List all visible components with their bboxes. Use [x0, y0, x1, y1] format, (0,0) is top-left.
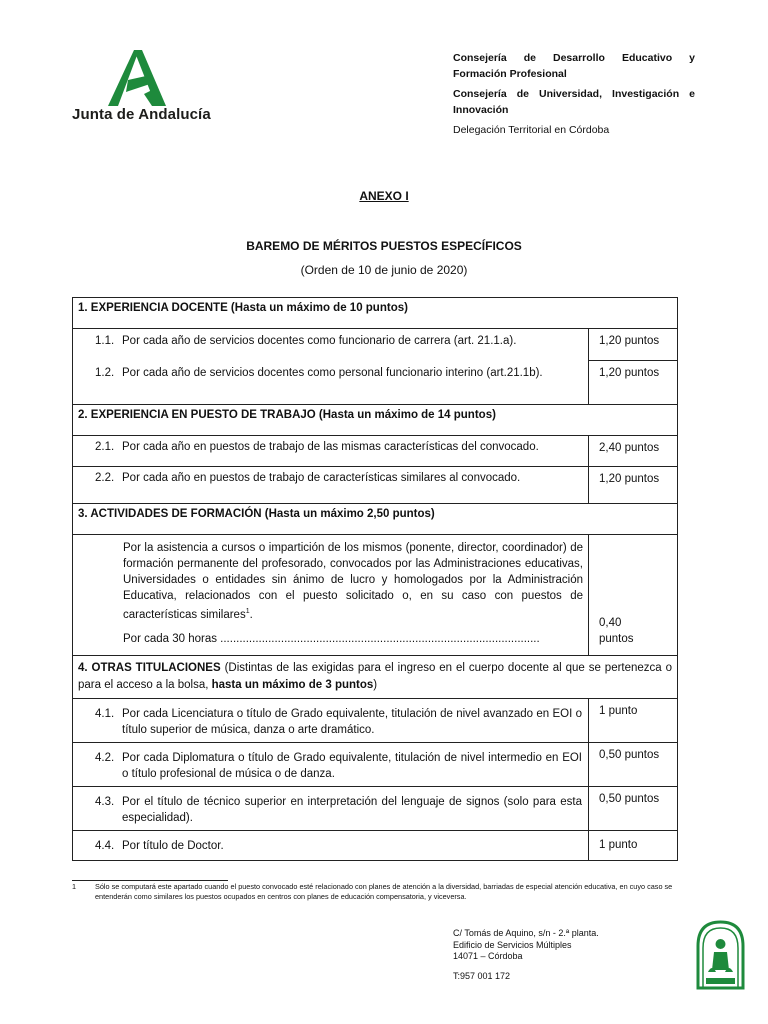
footnote — [72, 882, 696, 902]
item-points: 2,40 puntos — [589, 436, 678, 467]
consejeria-2: Consejería de Universidad, Investigación e Innovación — [453, 88, 695, 116]
junta-a-logo-icon — [106, 50, 166, 106]
table-row — [73, 830, 678, 860]
address-line: C/ Tomás de Aquino, s/n - 2.ª planta. — [453, 928, 599, 938]
header-departments — [453, 50, 695, 142]
training-description: Por la asistencia a cursos o impartición de los mismos (ponente, director, coordinador) de formación permanente del profesorado, convocados por las Administraciones educativas, Universidades o entidades sin ánimo de lucro y homologados por la Administración Educativa, relacionados con el puesto solicitado o, en su caso con puestos de características similares$^1$. — [123, 542, 583, 621]
table-row — [73, 742, 678, 786]
delegacion: Delegación Territorial en Córdoba — [453, 124, 610, 136]
item-number: 4.3. — [95, 795, 115, 808]
section-4-title: 4. OTRAS TITULACIONES (Distintas de las exigidas para el ingreso en el cuerpo docente al que se pertenezca o para el acceso a la bolsa, hasta un máximo de 3 puntos) — [73, 655, 678, 698]
item-number: 1.2. — [95, 367, 115, 379]
item-points: 1,20 puntos — [589, 329, 678, 361]
logo-text: Junta de Andalucía — [72, 106, 211, 123]
section-header — [73, 504, 678, 535]
table-row — [73, 786, 678, 830]
section-header — [73, 298, 678, 329]
table-row — [73, 436, 678, 467]
section-header — [73, 405, 678, 436]
footnote-number: 1 — [72, 882, 77, 891]
item-text: Por el título de técnico superior en interpretación del lenguaje de signos (solo para esta especialidad). — [122, 795, 582, 824]
address-block — [453, 928, 599, 982]
annex-title: ANEXO I — [359, 189, 409, 203]
section-1-title: 1. EXPERIENCIA DOCENTE (Hasta un máximo de 10 puntos) — [73, 298, 678, 329]
footnote-divider — [72, 880, 228, 881]
item-number: 4.1. — [95, 707, 115, 720]
item-points: 0,50 puntos — [589, 742, 678, 786]
item-text: Por cada Licenciatura o título de Grado equivalente, titulación de nivel avanzado en EOI o título superior de música, danza o arte dramático. — [122, 707, 582, 736]
table-row — [73, 329, 678, 361]
section-2-title: 2. EXPERIENCIA EN PUESTO DE TRABAJO (Hasta un máximo de 14 puntos) — [73, 405, 678, 436]
item-number: 4.4. — [95, 839, 115, 852]
andalucia-emblem-icon — [694, 918, 747, 992]
item-number: 1.1. — [95, 335, 115, 347]
table-row — [73, 467, 678, 504]
item-number: 4.2. — [95, 751, 115, 764]
item-text: Por título de Doctor. — [122, 839, 224, 852]
section-header — [73, 655, 678, 698]
document-title: BAREMO DE MÉRITOS PUESTOS ESPECÍFICOS — [246, 239, 522, 253]
item-number: 2.1. — [95, 441, 115, 453]
per-hours-line: Por cada 30 horas .................................................................................................... — [123, 632, 540, 645]
footnote-ref: 1 — [245, 608, 250, 615]
table-row — [73, 535, 678, 656]
junta-logo — [70, 50, 210, 130]
item-points: 0,40 puntos — [589, 535, 678, 656]
consejeria-1: Consejería de Desarrollo Educativo y Formación Profesional — [453, 52, 695, 80]
footnote-text: Sólo se computará este apartado cuando el puesto convocado esté relacionado con planes de atención a la diversidad, barriadas de especial atención educativa, en cuyo caso se entenderán como similares los puestos ocupados en centros con planes de educación compensatoria, y viceversa. — [95, 882, 673, 901]
item-text: Por cada Diplomatura o título de Grado equivalente, titulación de nivel intermedio en EOI o título profesional de música o de danza. — [122, 751, 582, 780]
item-text: Por cada año en puestos de trabajo de las mismas características del convocado. — [122, 441, 539, 453]
item-points: 1 punto — [589, 698, 678, 742]
item-text: Por cada año en puestos de trabajo de características similares al convocado. — [122, 472, 521, 484]
item-text: Por cada año de servicios docentes como funcionario de carrera (art. 21.1.a). — [122, 335, 517, 347]
baremo-table — [72, 297, 678, 861]
item-points: 0,50 puntos — [589, 786, 678, 830]
item-points: 1 punto — [589, 830, 678, 860]
telephone: T:957 001 172 — [453, 970, 511, 981]
address-line: Edificio de Servicios Múltiples — [453, 939, 572, 950]
document-subtitle: (Orden de 10 de junio de 2020) — [300, 263, 468, 277]
item-number: 2.2. — [95, 472, 115, 484]
item-text: Por cada año de servicios docentes como personal funcionario interino (art.21.1b). — [122, 367, 543, 379]
section-3-title: 3. ACTIVIDADES DE FORMACIÓN (Hasta un máximo 2,50 puntos) — [73, 504, 678, 535]
address-line: 14071 – Córdoba — [453, 951, 523, 961]
item-points: 1,20 puntos — [589, 467, 678, 504]
item-points: 1,20 puntos — [589, 360, 678, 405]
table-row — [73, 360, 678, 405]
table-row — [73, 698, 678, 742]
